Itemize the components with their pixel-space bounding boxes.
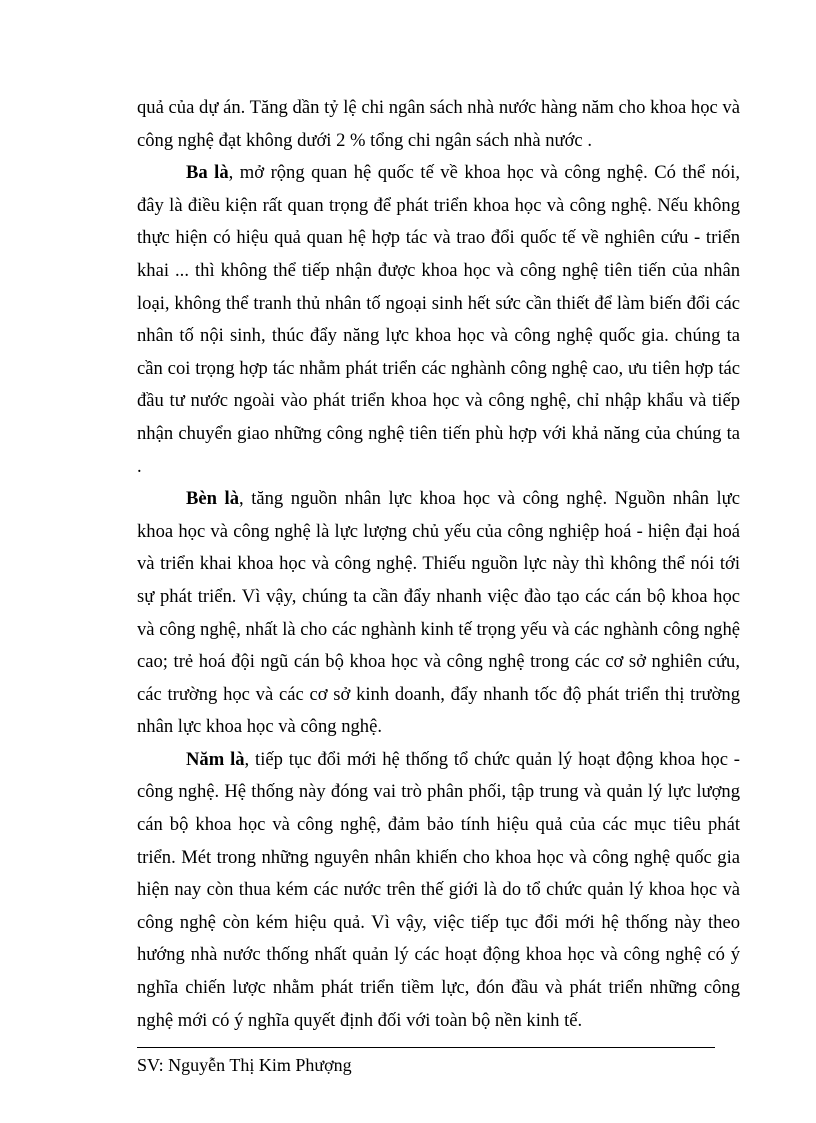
paragraph-continuation	[137, 92, 740, 157]
body-text	[137, 92, 740, 1037]
footer-author: SV: Nguyễn Thị Kim Phượng	[137, 1055, 352, 1075]
paragraph-text: quả của dự án. Tăng dần tỷ lệ chi ngân sách nhà nước hàng năm cho khoa học và công nghệ đạt không dưới 2 % tổng chi ngân sách nhà nước .	[137, 97, 740, 151]
footer-divider	[137, 1047, 715, 1048]
paragraph-ben-la	[137, 483, 740, 744]
paragraph-ba-la	[137, 157, 740, 483]
paragraph-lead: Bèn là	[186, 488, 239, 510]
paragraph-nam-la	[137, 744, 740, 1037]
paragraph-lead: Ba là	[186, 162, 229, 184]
paragraph-text: , tăng nguồn nhân lực khoa học và công nghệ. Nguồn nhân lực khoa học và công nghệ là lực lượng chủ yếu của công nghiệp hoá - hiện đại hoá và triển khai khoa học và công nghệ. Thiếu nguồn lực này thì không thể nói tới sự phát triển. Vì vậy, chúng ta cần đẩy nhanh việc đào tạo các cán bộ khoa học và công nghệ, nhất là cho các nghành kinh tế trọng yếu và các nghành công nghệ cao; trẻ hoá đội ngũ cán bộ khoa học và công nghệ trong các cơ sở nghiên cứu, các trường học và các cơ sở kinh doanh, đẩy nhanh tốc độ phát triển thị trường nhân lực khoa học và công nghệ.	[137, 488, 740, 738]
paragraph-text: , tiếp tục đổi mới hệ thống tổ chức quản lý hoạt động khoa học - công nghệ. Hệ thống này đóng vai trò phân phối, tập trung và quản lý lực lượng cán bộ khoa học và công nghệ, đảm bảo tính hiệu quả của các mục tiêu phát triển. Mét trong những nguyên nhân khiến cho khoa học và công nghệ quốc gia hiện nay còn thua kém các nước trên thế giới là do tổ chức quản lý khoa học và công nghệ còn kém hiệu quả. Vì vậy, việc tiếp tục đổi mới hệ thống này theo hướng nhà nước thống nhất quản lý các hoạt động khoa học và công nghệ có ý nghĩa chiến lược nhằm phát triển tiềm lực, đón đầu và phát triển những công nghệ mới có ý nghĩa quyết định đối với toàn bộ nền kinh tế.	[137, 748, 740, 1031]
paragraph-text: , mở rộng quan hệ quốc tế về khoa học và công nghệ. Có thể nói, đây là điều kiện rất quan trọng để phát triển khoa học và công nghệ. Nếu không thực hiện có hiệu quả quan hệ hợp tác và trao đổi quốc tế về nghiên cứu - triển khai ... thì không thể tiếp nhận được khoa học và công nghệ tiên tiến của nhân loại, không thể tranh thủ nhân tố ngoại sinh hết sức cần thiết để làm biến đổi các nhân tố nội sinh, thúc đẩy năng lực khoa học và công nghệ quốc gia. chúng ta cần coi trọng hợp tác nhằm phát triển các nghành công nghệ cao, ưu tiên hợp tác đầu tư nước ngoài vào phát triển khoa học và công nghệ, chỉ nhập khẩu và tiếp nhận chuyển giao những công nghệ tiên tiến phù hợp với khả năng của chúng ta .	[137, 162, 741, 477]
paragraph-lead: Năm là	[186, 748, 245, 770]
